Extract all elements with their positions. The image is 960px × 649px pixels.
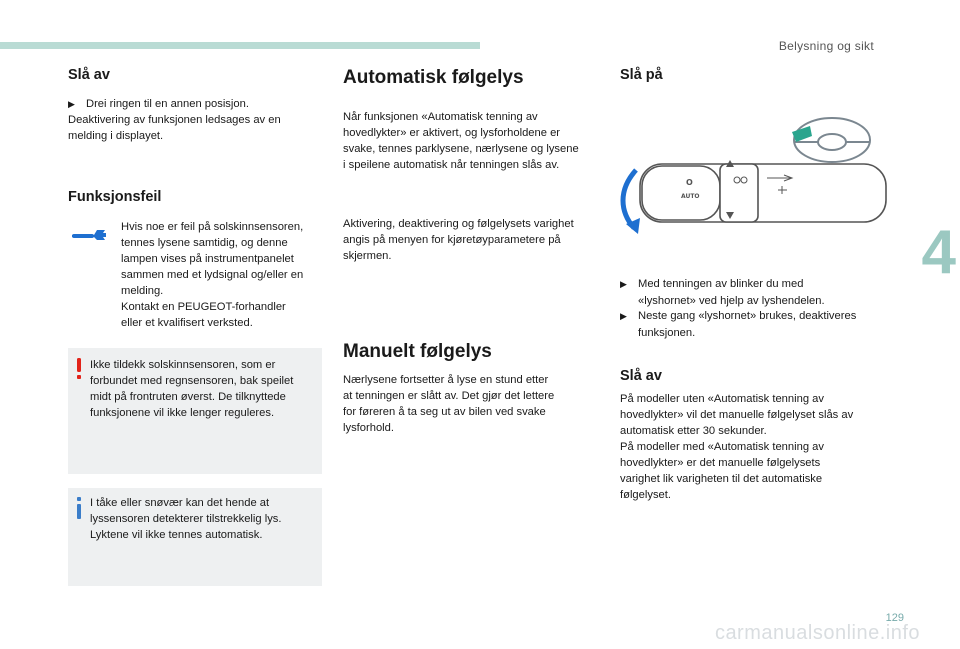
text-line: Nærlysene fortsetter å lyse en stund etter bbox=[343, 374, 549, 386]
text-line: Aktivering, deaktivering og følgelysets varighet bbox=[343, 218, 574, 230]
text-line: for føreren å ta seg ut av bilen ved svake bbox=[343, 406, 546, 418]
chapter-number: 4 bbox=[921, 218, 956, 287]
text-line: Kontakt en PEUGEOT-forhandler bbox=[121, 301, 286, 313]
bullet-item bbox=[620, 276, 880, 309]
text-line: I tåke eller snøvær kan det hende at bbox=[90, 497, 270, 509]
illustration-label: O bbox=[686, 178, 693, 187]
watermark: carmanualsonline.info bbox=[714, 622, 920, 644]
text-line: hovedlykter» er aktivert, og lysforholdene er bbox=[343, 127, 561, 139]
text-line: svake, tennes parklysene, nærlysene og lysene bbox=[343, 143, 579, 155]
info-icon bbox=[75, 497, 83, 519]
text-line: hovedlykter» vil det manuelle følgelyset slås av bbox=[620, 409, 854, 421]
section-title-slaa-paa: Slå på bbox=[620, 67, 663, 83]
paragraph: Deaktivering av funksjonen ledsages av en melding i displayet. bbox=[68, 114, 281, 142]
text-line: melding. bbox=[121, 285, 164, 297]
text-line: i speilene automatisk når tenningen slås av. bbox=[343, 159, 560, 171]
section-title-funksjonsfeil: Funksjonsfeil bbox=[68, 189, 162, 205]
funksjonsfeil-text bbox=[121, 219, 326, 331]
bullet-text: Drei ringen til en annen posisjon. bbox=[86, 98, 249, 110]
lighting-stalk-illustration bbox=[612, 112, 892, 257]
text-line: eller et kvalifisert verksted. bbox=[121, 317, 253, 329]
auto-text-1 bbox=[343, 109, 605, 173]
text-line: midt på frontruten øverst. De tilknyttede bbox=[90, 391, 286, 403]
text-line: På modeller uten «Automatisk tenning av bbox=[620, 393, 824, 405]
text-line: lyssensoren detekterer tilstrekkelig lys. bbox=[90, 513, 282, 525]
section-title-slaa-av: Slå av bbox=[68, 67, 110, 83]
manual-text bbox=[343, 372, 605, 436]
bullet-text: «lyshornet» ved hjelp av lyshendelen. bbox=[638, 295, 825, 307]
bullet-marker: ▶ bbox=[68, 100, 75, 110]
warning-text bbox=[90, 357, 322, 421]
text-line: at tenningen er slått av. Det gjør det lettere bbox=[343, 390, 555, 402]
text-line: følgelyset. bbox=[620, 489, 671, 501]
auto-text-2 bbox=[343, 216, 605, 264]
text-line: forbundet med regnsensoren, bak speilet bbox=[90, 375, 294, 387]
text-line: lysforhold. bbox=[343, 422, 394, 434]
text-line: lampen vises på instrumentpanelet bbox=[121, 253, 294, 265]
text-line: Når funksjonen «Automatisk tenning av bbox=[343, 111, 538, 123]
info-box bbox=[68, 488, 322, 586]
text-line: På modeller med «Automatisk tenning av bbox=[620, 441, 824, 453]
wrench-icon bbox=[70, 224, 108, 242]
bullet-marker: ▶ bbox=[620, 312, 627, 322]
section-title-slaa-av-2: Slå av bbox=[620, 368, 662, 384]
bullet-text: Neste gang «lyshornet» brukes, deaktiveres bbox=[638, 310, 857, 322]
text-line: Lyktene vil ikke tennes automatisk. bbox=[90, 529, 263, 541]
text-line: automatisk etter 30 sekunder. bbox=[620, 425, 767, 437]
section-title-automatisk-folgelys: Automatisk følgelys bbox=[343, 67, 524, 88]
warning-exclamation-icon bbox=[74, 358, 84, 380]
slaa-av-text bbox=[620, 391, 890, 503]
page-number: 129 bbox=[885, 612, 904, 624]
header-accent-bar bbox=[0, 42, 480, 49]
chapter-title: Belysning og sikt bbox=[778, 39, 874, 53]
text-line: angis på menyen for kjøretøyparametere på bbox=[343, 234, 561, 246]
text-line: sammen med et lydsignal og/eller en bbox=[121, 269, 304, 281]
illustration-label: AUTO bbox=[681, 193, 700, 200]
section-title-manuelt-folgelys: Manuelt følgelys bbox=[343, 341, 492, 362]
bullet-text: Med tenningen av blinker du med bbox=[638, 278, 804, 290]
text-line: varighet lik varigheten til det automatiske bbox=[620, 473, 823, 485]
text-line: skjermen. bbox=[343, 250, 392, 262]
bullet-item bbox=[620, 308, 890, 341]
warning-box bbox=[68, 348, 322, 474]
text-line: tennes lysene samtidig, og denne bbox=[121, 237, 288, 249]
text-line: funksjonene vil ikke lenger reguleres. bbox=[90, 407, 275, 419]
text-line: hovedlykter» er det manuelle følgelysets bbox=[620, 457, 821, 469]
bullet-item bbox=[68, 96, 249, 113]
bullet-text: funksjonen. bbox=[638, 327, 696, 339]
text-line: Ikke tildekk solskinnsensoren, som er bbox=[90, 359, 276, 371]
info-text bbox=[90, 495, 322, 543]
bullet-marker: ▶ bbox=[620, 280, 627, 290]
text-line: Hvis noe er feil på solskinnsensoren, bbox=[121, 221, 304, 233]
